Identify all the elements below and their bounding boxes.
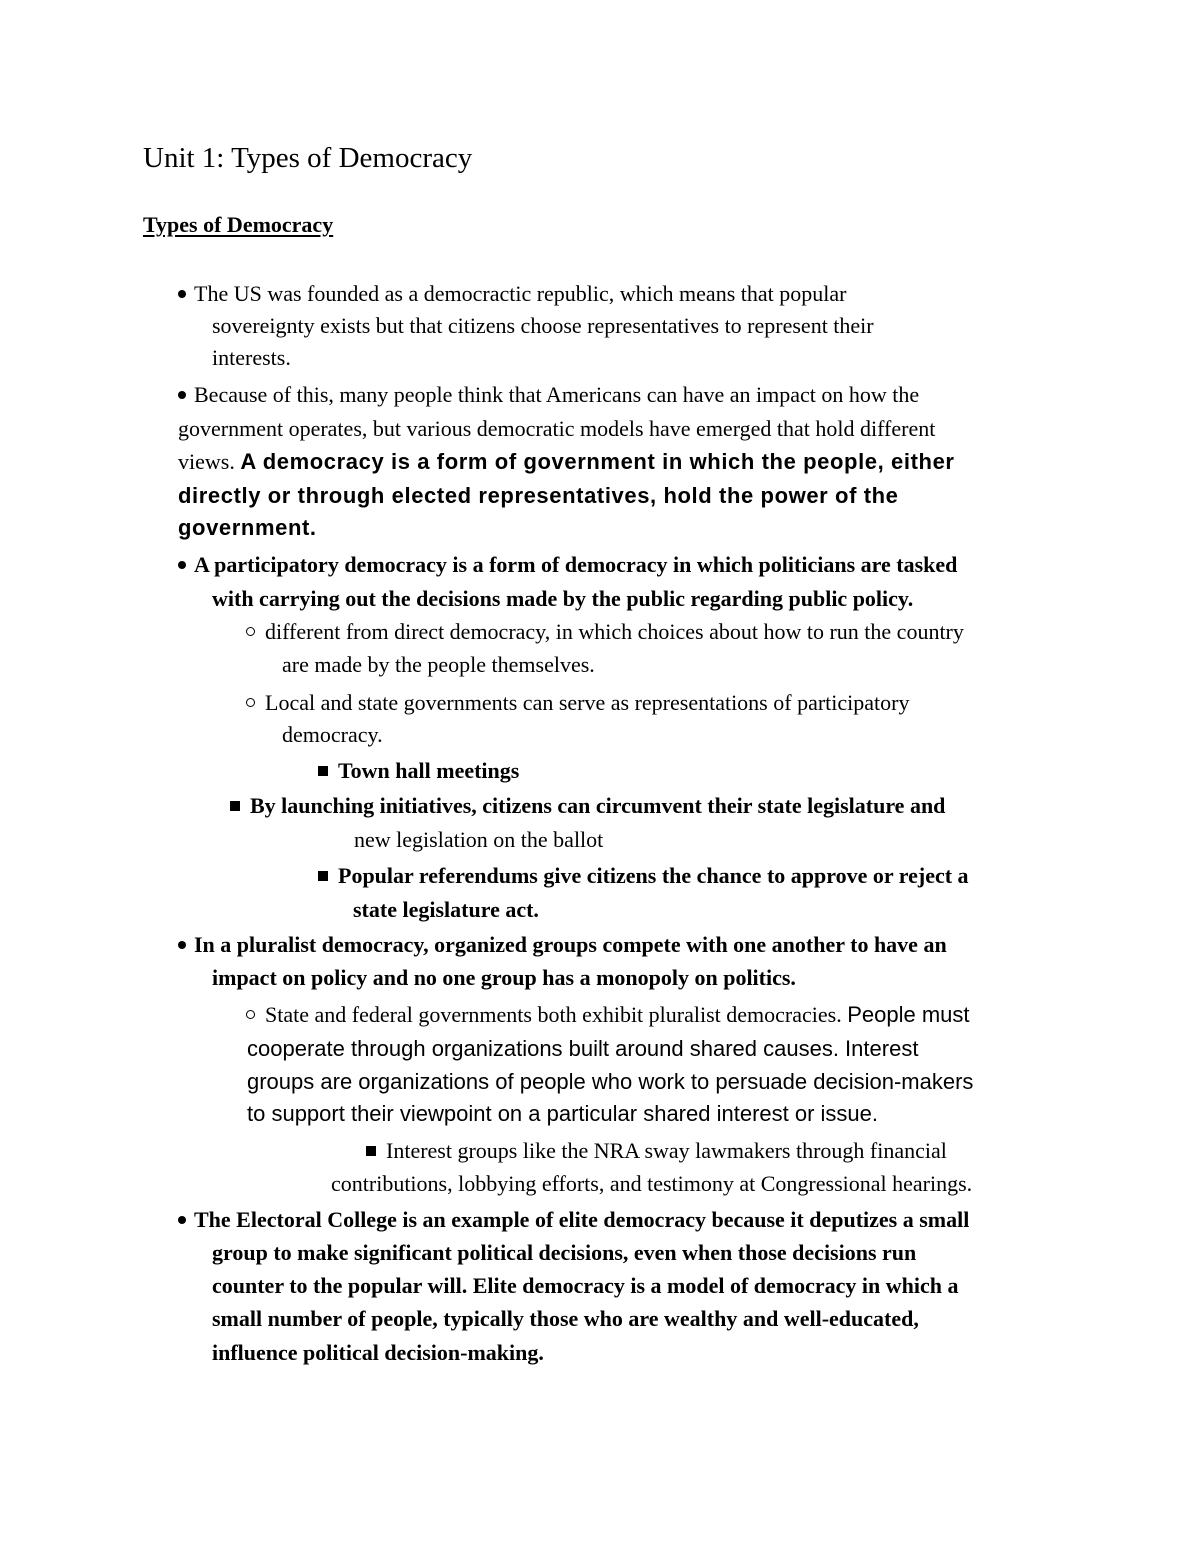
- sub-bullet-text-continued: to support their viewpoint on a particular shared interest or issue.: [247, 1101, 878, 1126]
- sub-sub-bullet-item: [366, 1137, 947, 1165]
- sub-bullet-text-continued: democracy.: [282, 722, 383, 747]
- square-bullet-icon: [230, 801, 240, 811]
- bullet-text-continued: counter to the popular will. Elite democracy is a model of democracy in which a: [212, 1273, 959, 1298]
- sub-bullet-text-continued: groups are organizations of people who work to persuade decision-makers: [247, 1069, 974, 1094]
- square-bullet-icon: [366, 1146, 376, 1156]
- sub-sub-bullet-text: Popular referendums give citizens the chance to approve or reject a: [338, 863, 969, 888]
- sub-bullet-item: [246, 618, 964, 646]
- bullet-text-continued: small number of people, typically those who are wealthy and well-educated,: [212, 1306, 919, 1331]
- sub-sub-bullet-text-continued: new legislation on the ballot: [354, 827, 604, 852]
- bullet-dot-icon: [178, 391, 186, 399]
- bullet-item: [178, 280, 846, 308]
- sub-bullet-text-continued: are made by the people themselves.: [282, 652, 595, 677]
- sub-bullet-text: different from direct democracy, in which choices about how to run the country: [265, 619, 964, 644]
- circle-bullet-icon: [246, 698, 255, 707]
- bullet-text-continued: interests.: [212, 345, 291, 370]
- sub-sub-bullet-item: [230, 792, 945, 820]
- bullet-text-continued: impact on policy and no one group has a monopoly on politics.: [212, 965, 796, 990]
- bullet-dot-icon: [178, 561, 186, 569]
- sub-sub-bullet-text: Town hall meetings: [338, 758, 520, 783]
- circle-bullet-icon: [246, 627, 255, 636]
- section-heading: Types of Democracy: [143, 212, 334, 237]
- square-bullet-icon: [318, 766, 328, 776]
- definition-text: directly or through elected representatives, hold the power of the: [178, 483, 899, 508]
- sub-bullet-text: Local and state governments can serve as representations of participatory: [265, 690, 910, 715]
- bullet-dot-icon: [178, 290, 186, 298]
- sub-sub-bullet-item: [318, 862, 969, 890]
- bullet-item: [178, 931, 947, 959]
- sub-bullet-text: State and federal governments both exhibit pluralist democracies.: [265, 1002, 842, 1027]
- sub-bullet-item: [246, 689, 909, 717]
- bullet-text: The Electoral College is an example of elite democracy because it deputizes a small: [194, 1207, 970, 1232]
- definition-text: government.: [178, 515, 317, 540]
- bullet-text: A participatory democracy is a form of democracy in which politicians are tasked: [194, 552, 958, 577]
- square-bullet-icon: [318, 871, 328, 881]
- sub-sub-bullet-text-continued: state legislature act.: [353, 897, 539, 922]
- sub-bullet-item: [246, 1001, 970, 1029]
- bullet-text: In a pluralist democracy, organized groups compete with one another to have an: [194, 932, 947, 957]
- sub-sub-bullet-text: Interest groups like the NRA sway lawmakers through financial: [386, 1138, 947, 1163]
- bullet-dot-icon: [178, 941, 186, 949]
- bullet-text-continued: [178, 448, 955, 476]
- sub-sub-bullet-text-continued: contributions, lobbying efforts, and testimony at Congressional hearings.: [331, 1171, 973, 1196]
- bullet-item: [178, 1206, 969, 1234]
- bullet-text-continued: sovereignty exists but that citizens choose representatives to represent their: [212, 313, 874, 338]
- bullet-text-continued: group to make significant political decisions, even when those decisions run: [212, 1240, 917, 1265]
- document-title: Unit 1: Types of Democracy: [143, 142, 473, 174]
- bullet-text-continued: with carrying out the decisions made by the public regarding public policy.: [212, 586, 914, 611]
- sub-bullet-text-continued: cooperate through organizations built around shared causes. Interest: [247, 1036, 919, 1061]
- bullet-text-continued: influence political decision-making.: [212, 1340, 544, 1365]
- bullet-text: Because of this, many people think that Americans can have an impact on how the: [194, 382, 920, 407]
- text-segment: views.: [178, 449, 235, 474]
- sub-bullet-text-sans: People must: [847, 1002, 970, 1027]
- bullet-text: The US was founded as a democractic republic, which means that popular: [194, 281, 847, 306]
- bullet-text-continued: government operates, but various democratic models have emerged that hold different: [178, 416, 936, 441]
- bullet-item: [178, 381, 919, 409]
- sub-sub-bullet-item: [318, 757, 519, 785]
- sub-sub-bullet-text: By launching initiatives, citizens can circumvent their state legislature and: [250, 793, 946, 818]
- circle-bullet-icon: [246, 1010, 255, 1019]
- bullet-dot-icon: [178, 1216, 186, 1224]
- bullet-item: [178, 551, 957, 579]
- definition-text: A democracy is a form of government in which the people, either: [240, 449, 955, 474]
